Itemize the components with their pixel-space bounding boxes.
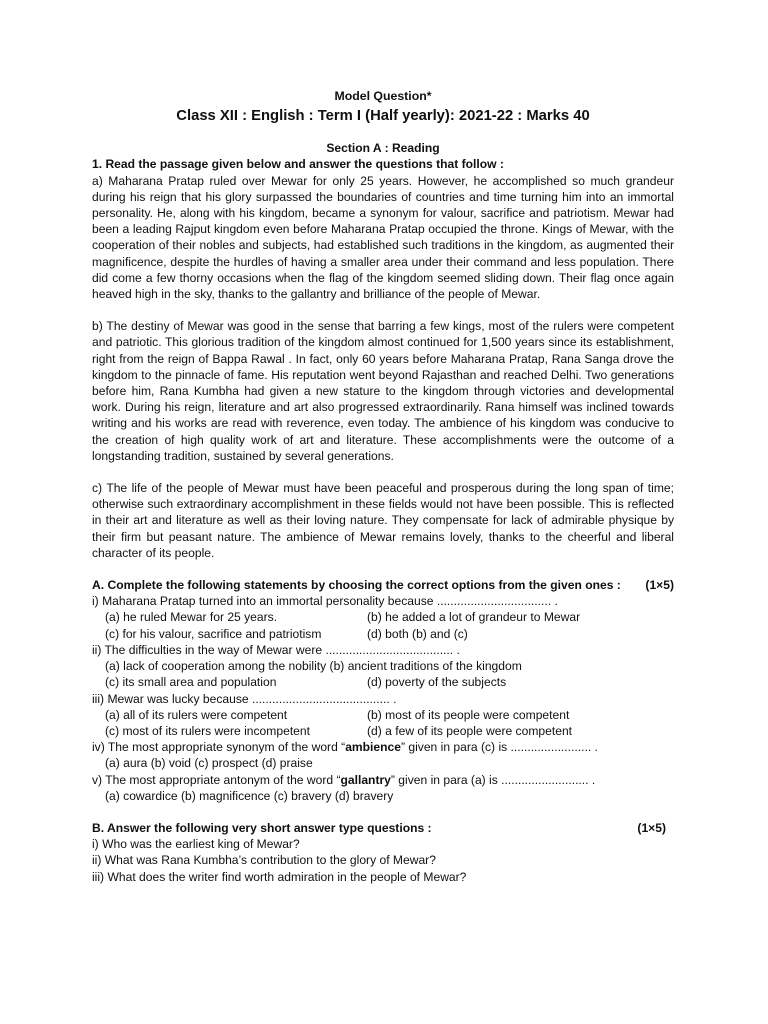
- mcq-4-text-pre: iv) The most appropriate synonym of the word “: [92, 740, 346, 755]
- option: (b) he added a lot of grandeur to Mewar: [367, 610, 581, 625]
- mcq-4-keyword: ambience: [345, 740, 401, 755]
- mcq-2-options-row2: [92, 674, 674, 690]
- mcq-3: iii) Mewar was lucky because ......................................... .: [92, 691, 397, 706]
- mcq-5-options: (a) cowardice (b) magnificence (c) bravery (d) bravery: [105, 788, 394, 803]
- mcq-4-text-post: ” given in para (c) is ........................ .: [400, 740, 598, 755]
- mcq-2: ii) The difficulties in the way of Mewar were ...................................... .: [92, 642, 460, 657]
- option: (c) most of its rulers were incompetent: [105, 723, 310, 738]
- option: (a) lack of cooperation among the nobility: [105, 659, 327, 674]
- mcq-1-options-row2: [92, 626, 674, 642]
- mcq-3-options-row1: [92, 707, 674, 723]
- short-question-2: ii) What was Rana Kumbha’s contribution to the glory of Mewar?: [92, 853, 436, 868]
- part-b-marks: (1×5): [637, 820, 666, 835]
- option: (d) both (b) and (c): [367, 626, 468, 641]
- part-b-heading: [92, 820, 674, 836]
- question-paper: [92, 88, 674, 885]
- mcq-5-text-post: ” given in para (a) is .......................... .: [390, 772, 596, 787]
- mcq-5-keyword: gallantry: [340, 772, 391, 787]
- passage-para-b: b) The destiny of Mewar was good in the sense that barring a few kings, most of the rulers were competent and patriotic. This glorious tradition of the kingdom almost continued for 1,500 years since its establishment, right from the reign of Bappa Rawal . In fact, only 60 years before Maharana Pratap, Rana Sanga drove the kingdom to the pinnacle of fame. His reputation went beyond Rajasthan and reached Delhi. Two generations before him, Rana Kumbha had given a new stature to the kingdom through victories and developmental work. During his reign, literature and art also progressed extraordinarily. Rana himself was inclined towards writing and his works are read with reverence, even today. The ambience of his kingdom was conducive to the creation of high quality work of art and literature. These accomplishments were the outcome of a longstanding tradition, sustained by several generations.: [92, 319, 674, 463]
- page-title: Class XII : English : Term I (Half yearly): 2021-22 : Marks 40: [176, 108, 590, 125]
- mcq-4: [92, 739, 674, 755]
- mcq-4-options: (a) aura (b) void (c) prospect (d) praise: [105, 756, 313, 771]
- option: (d) a few of its people were competent: [367, 723, 573, 738]
- mcq-3-options-row2: [92, 723, 674, 739]
- part-a-heading: [92, 577, 674, 593]
- option: (d) poverty of the subjects: [367, 675, 507, 690]
- part-a-marks: (1×5): [645, 578, 674, 593]
- option: (b) most of its people were competent: [367, 707, 570, 722]
- part-b-title: B. Answer the following very short answer type questions :: [92, 820, 432, 835]
- question-1-title: 1. Read the passage given below and answer the questions that follow :: [92, 157, 504, 172]
- mcq-5-text-pre: v) The most appropriate antonym of the word “: [92, 772, 341, 787]
- short-question-1: i) Who was the earliest king of Mewar?: [92, 837, 300, 852]
- option: (a) all of its rulers were competent: [105, 707, 288, 722]
- mcq-2-options-row1: [92, 658, 674, 674]
- model-question-label: Model Question*: [334, 89, 432, 103]
- part-a-title: A. Complete the following statements by choosing the correct options from the given ones :: [92, 578, 621, 593]
- mcq-5: [92, 772, 674, 788]
- passage-para-c: c) The life of the people of Mewar must have been peaceful and prosperous during the long span of time; otherwise such extraordinary accomplishment in these fields would not have been possible. This is reflected in their art and literature as well as their loving nature. They compensate for lack of admirable physique by their firm but peasant nature. The ambience of Mewar remains lovely, thanks to the cheerful and liberal character of its people.: [92, 481, 674, 560]
- mcq-1-options-row1: [92, 609, 674, 625]
- option: (b) ancient traditions of the kingdom: [329, 659, 522, 674]
- option: (c) its small area and population: [105, 675, 277, 690]
- passage-para-a: a) Maharana Pratap ruled over Mewar for only 25 years. However, he accomplished so much grandeur during his reign that his glory surpassed the boundaries of countries and time turning him into an immortal personality. He, along with his kingdom, became a synonym for valour, sacrifice and patriotism. Mewar had been a leading Rajput kingdom even before Maharana Pratap occupied the throne. Kings of Mewar, with the cooperation of their nobles and subjects, had established such traditions in the kingdom, as augmented their magnificence, despite the hurdles of having a smaller area under their command and less population. There did come a few thorny occasions when the flag of the kingdom seemed sliding down. Their flag once again heaved high in the sky, thanks to the gallantry and brilliance of the people of Mewar.: [92, 173, 674, 302]
- section-heading: Section A : Reading: [326, 141, 440, 156]
- option: (a) he ruled Mewar for 25 years.: [105, 610, 278, 625]
- mcq-1: i) Maharana Pratap turned into an immortal personality because .................................. .: [92, 594, 558, 609]
- option: (c) for his valour, sacrifice and patriotism: [105, 626, 322, 641]
- short-question-3: iii) What does the writer find worth admiration in the people of Mewar?: [92, 869, 467, 884]
